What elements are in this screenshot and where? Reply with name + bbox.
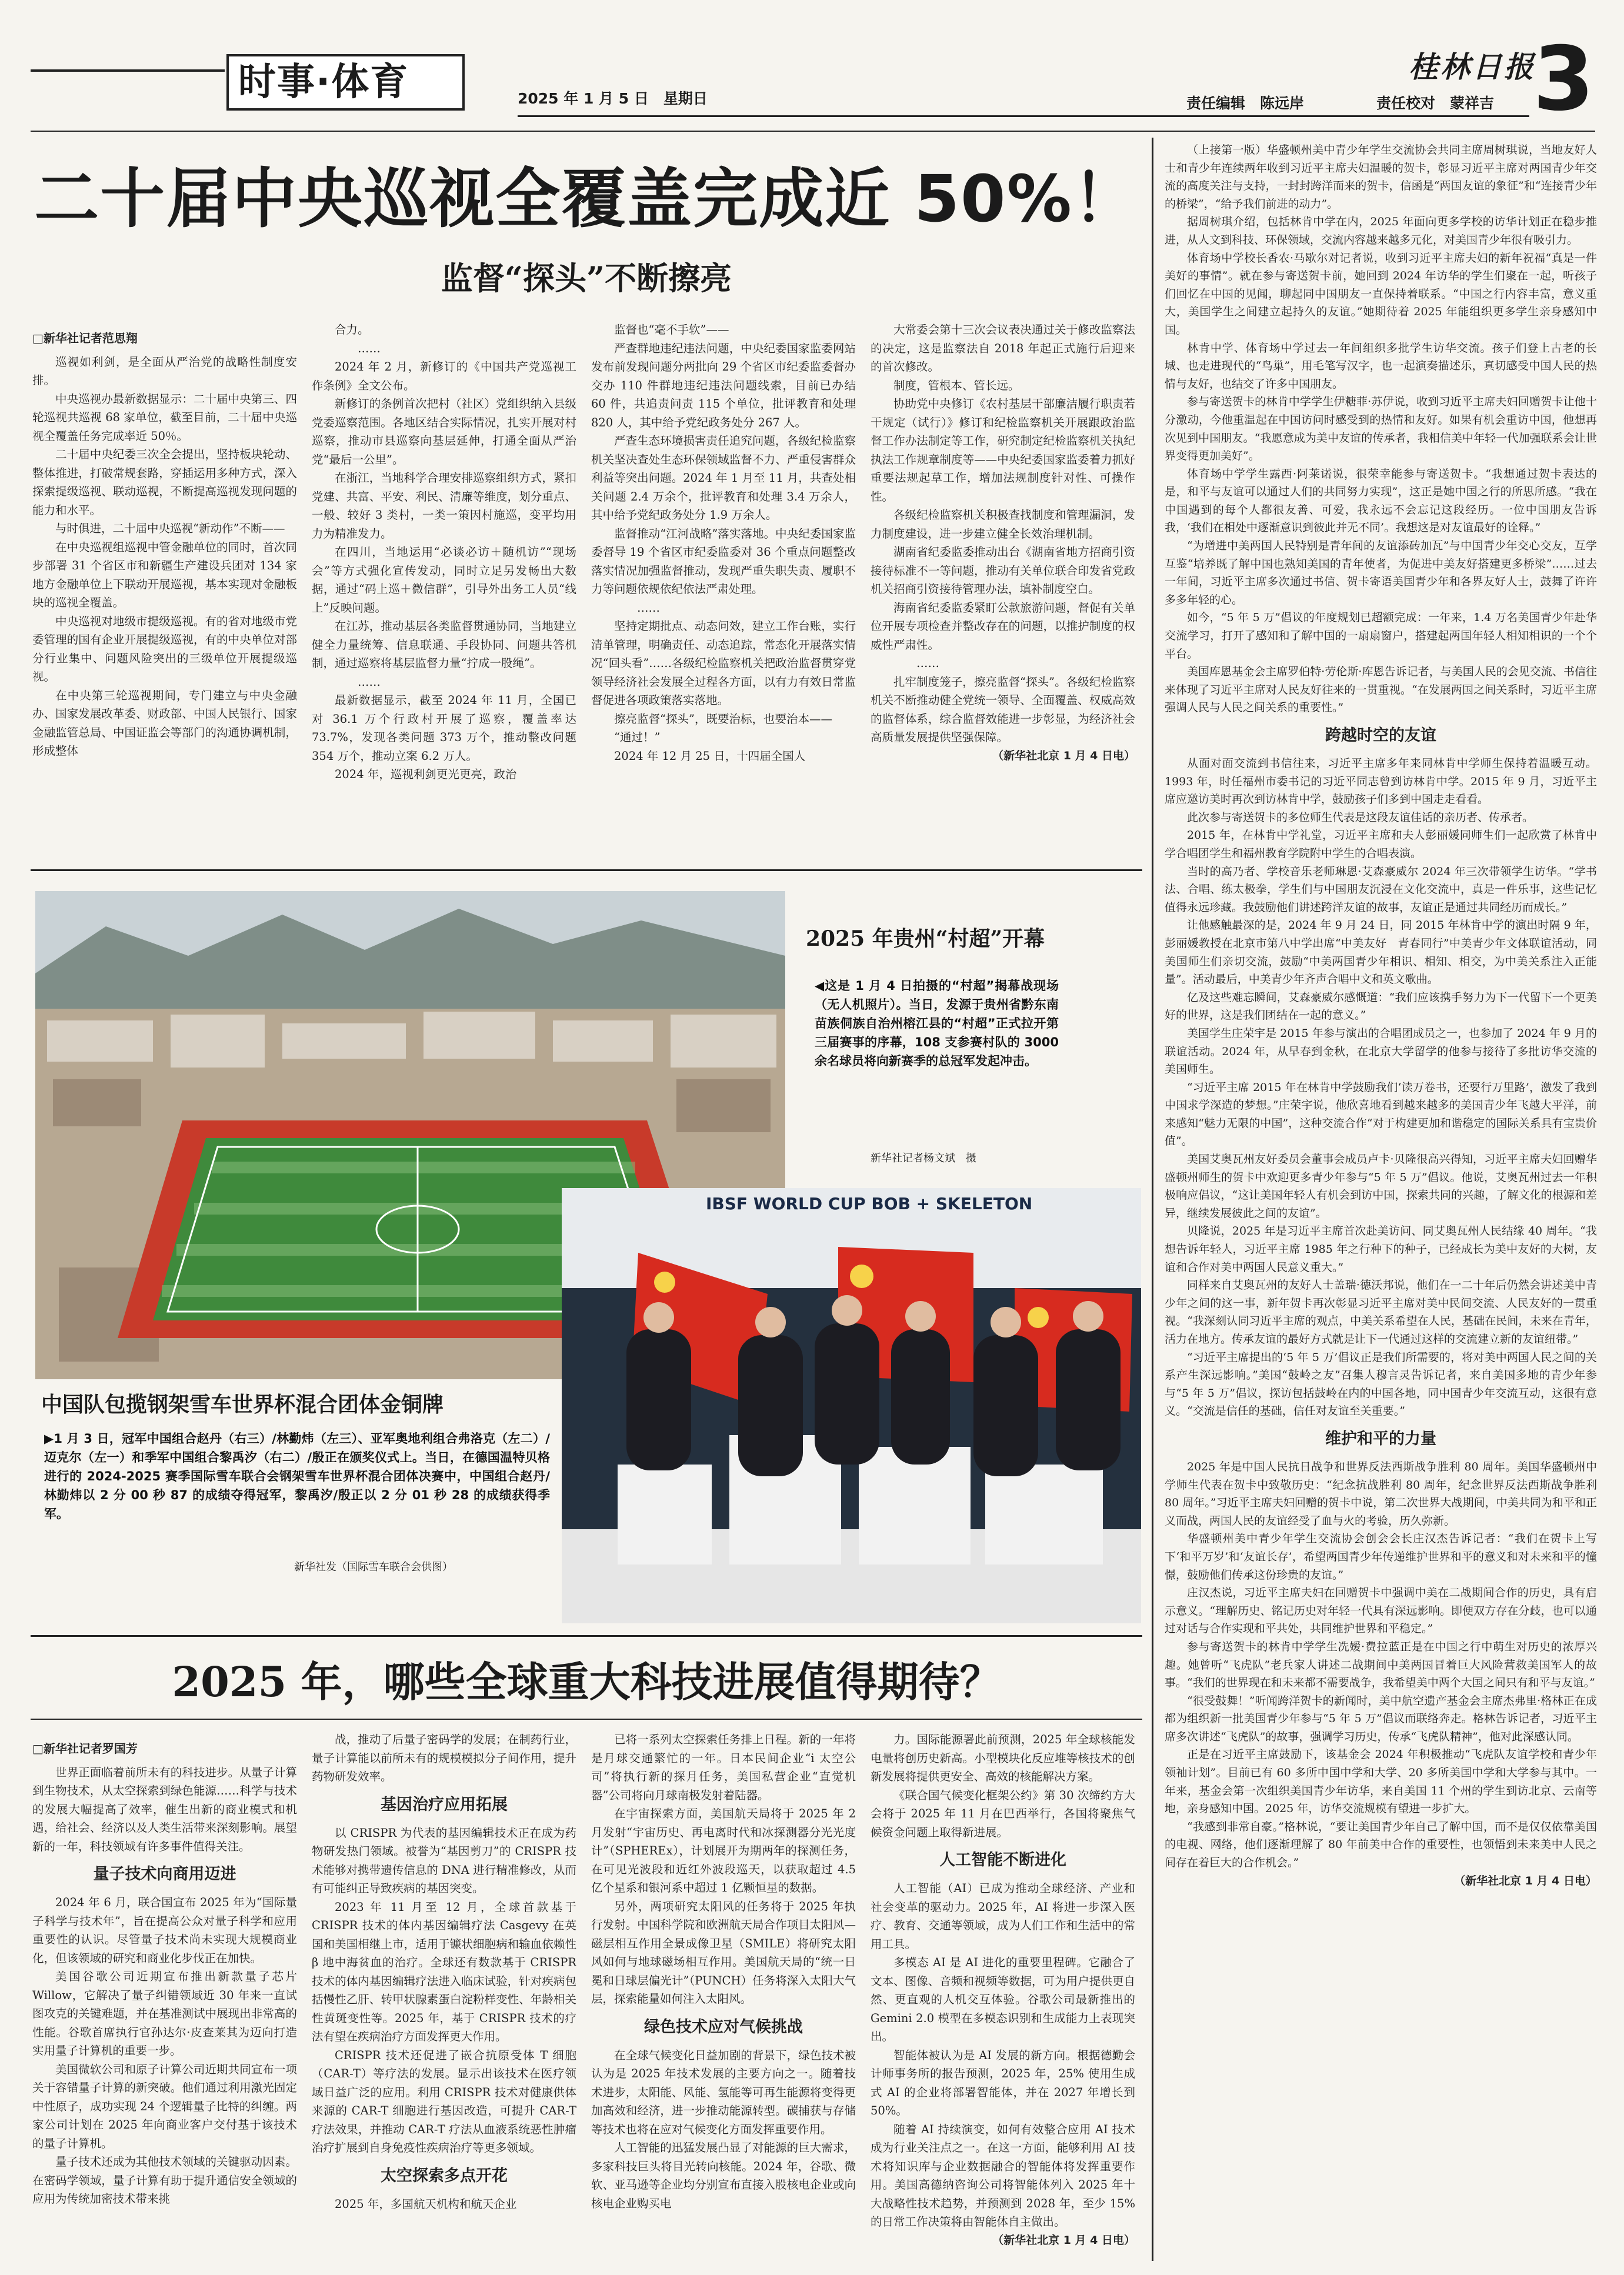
paragraph: 体育场中学学生露西·阿莱诺说，很荣幸能参与寄送贺卡。“我想通过贺卡表达的是，和平与友谊可以通过人们的共同努力实现”，这正是她中国之行的所思所感。“我在中国遇到的每个人都很友善、可爱，我永远不会忘记这段经历。一位中国朋友告诉我，‘我们在相处中逐渐意识到彼此并无不同’。我想这是对友谊最好的诠释。” [1165,467,1597,535]
tech-col-3 [591,1730,856,2257]
top-col-4 [871,321,1135,859]
paragraph: 庄汉杰说，习近平主席夫妇在回赠贺卡中强调中美在二战期间合作的历史，具有启示意义。“理解历史、铭记历史对年轻一代具有深远影响。即便双方存在分歧，也可以通过对话与合作实现和平共处，共同维护世界和平稳定。” [1165,1586,1597,1636]
paragraph: 参与寄送贺卡的林肯中学学生冼嫒·费拉蓝正是在中国之行中萌生对历史的浓厚兴趣。她曾听“飞虎队”老兵家人讲述二战期间中美两国冒着巨大风险营救美国军人的故事。“我们的世界现在和未来都不需要战争，我希望美中两个大国之间只有和平与友谊。” [1165,1640,1597,1690]
paragraph: 监督也“毫不手软”—— [614,323,729,336]
paragraph: 在四川，当地运用“必谈必访＋随机访”“现场会”等方式强化宣传发动，同时立足另发畅出大数据，通过“码上巡＋微信群”，引导外出务工人员“线上”反映问题。 [312,545,576,615]
paragraph: 贝隆说，2025 年是习近平主席首次赴美访问、同艾奥瓦州人民结缘 40 周年。“我想告诉年轻人，习近平主席 1985 年之行种下的种子，已经成长为美中友好的大树，友谊和合作对美中两国人民意义重大。” [1165,1225,1597,1274]
paragraph: 合力。 [335,323,369,336]
paragraph: 新修订的条例首次把村（社区）党组织纳入县级党委巡察范围。各地区结合实际情况，扎实开展对村巡察，推动市县巡察向基层延伸，打通全面从严治党“最后一公里”。 [312,397,576,466]
masthead-logo: 桂林日报 [1409,49,1536,84]
paragraph: 在宇宙探索方面，美国航天局将于 2025 年 2 月发射“宇宙历史、再电离时代和冰探测器分光光度计”（SPHEREx），计划展开为期两年的探测任务，在可见光波段和近红外波段巡天，以获取超过 4.5 亿个星系和银河系中超过 1 亿颗恒星的数据。 [591,1807,856,1894]
top-col-3 [591,321,856,859]
paragraph: 协助党中央修订《农村基层干部廉洁履行职责若干规定（试行）》修订和纪检监察机关开展跟政治监督工作办法制定等工作，研究制定纪检监察机关执纪执法工作规章制度等——中央纪委国家监委着力抓好重要法规起草工作，增加法规制度针对性、可操作性。 [871,397,1135,503]
paragraph: 巡视如利剑，是全面从严治党的战略性制度安排。 [32,355,297,387]
paragraph: 擦亮监督“探头”，既要治标，也要治本—— [614,712,832,726]
paragraph: 在全球气候变化日益加剧的背景下，绿色技术被认为是 2025 年技术发展的主要方向之一。随着技术进步，太阳能、风能、氢能等可再生能源将变得更加高效和经济，进一步推动能源转型。碳捕获与存储等技术也将在应对气候变化方面发挥重要作用。 [591,2048,856,2136]
bobsleigh-banner: IBSF WORLD CUP BOB + SKELETON [706,1194,1033,1213]
byline: □新华社记者罗国芳 [32,1742,138,1756]
paragraph: 中央巡视对地级市提级巡视。有的省对地级市党委管理的国有企业开展提级巡视，有的中央单位对部分行业集中、问题风险突出的三级单位开展提级巡视。 [32,614,297,683]
paragraph: 二十届中央纪委三次全会提出，坚持板块轮动、整体推进，打破常规套路，穿插运用多种方式，深入探索提级巡视、联动巡视，不断提高巡视发现问题的能力和水平。 [32,448,297,517]
paragraph: 美国学生庄荣宇是 2015 年参与演出的合唱团成员之一，也参加了 2024 年 9 月的联谊活动。2024 年，从早春到金秋，在北京大学留学的他参与接待了多批访华交流的美国师生。 [1165,1026,1597,1076]
paragraph: “为增进中美两国人民特别是青年间的友谊添砖加瓦”与中国青少年交心交友，互学互鉴“培养既了解中国也熟知美国的青年使者，为促进中美友好搭建更多桥梁”……过去一年间，习近平主席多次通过书信、贺卡寄语美国青少年和各界友好人士，鼓舞了许许多多年轻的心。 [1165,539,1597,606]
tech-col-4 [871,1730,1135,2257]
paragraph: 美国库恩基金会主席罗伯特·劳伦斯·库恩告诉记者，与美国人民的会见交流、书信往来体现了习近平主席对人民友好往来的一贯重视。“在发展两国之间关系时，习近平主席强调人民与人民之间关系的重要性。” [1165,665,1597,715]
paragraph: 2025 年，多国航天机构和航天企业 [335,2197,517,2211]
paragraph: 美国艾奥瓦州友好委员会董事会成员卢卡·贝隆很高兴得知，习近平主席夫妇回赠华盛顿州师生的贺卡中欢迎更多青少年参与“5 年 5 万”倡议。他说，艾奥瓦州过去一年积极响应倡议，“这让美国年轻人有机会到访中国，探索共同的兴趣，了解文化的根源和差异，继续发展彼此之间的友谊”。 [1165,1153,1597,1220]
paragraph: 在中央第三轮巡视期间，专门建立与中央金融办、国家发展改革委、财政部、中国人民银行、国家金融监管总局、中国证监会等部门的沟通协调机制，形成整体 [32,688,297,758]
section-heading: 基因治疗应用拓展 [381,1795,508,1814]
issue-date: 2025 年 1 月 5 日 星期日 [518,90,708,107]
section-name: 时事·体育 [238,61,409,104]
section-heading: 太空探索多点开花 [381,2166,508,2185]
paragraph: 各级纪检监察机关积极查找制度和管理漏洞，发力制度建设，进一步建立健全长效治理机制。 [871,508,1135,541]
ellipsis: …… [358,675,381,689]
soccer-caption: ◀这是 1 月 4 日拍摄的“村超”揭幕战现场（无人机照片）。当日，发源于贵州省黔东南苗族侗族自治州榕江县的“村超”正式拉开第三届赛事的序幕，108 支参赛村队的 3000 余名球员将向新赛季的总冠军发起冲击。 [815,979,1059,1068]
bobsleigh-photo [562,1188,1141,1623]
header-rule-thin [31,131,1595,132]
paragraph: 力。国际能源署此前预测，2025 年全球核能发电量将创历史新高。小型模块化反应堆等核技术的创新发展将提供更安全、高效的核能解决方案。 [871,1733,1135,1783]
paragraph: 智能体被认为是 AI 发展的新方向。根据德勤会计师事务所的报告预测，2025 年，25% 使用生成式 AI 的企业将部署智能体，并在 2027 年增长到 50%。 [871,2048,1135,2117]
paragraph: 2023 年 11 月至 12 月，全球首款基于 CRISPR 技术的体内基因编辑疗法 Casgevy 在英国和美国相继上市，适用于镰状细胞病和输血依赖性 β 地中海贫血的治疗。全球还有数款基于 CRISPR 技术的体内基因编辑疗法进入临床试验，针对疾病包括慢性乙肝、转甲状腺素蛋白淀粉样变性、年龄相关性黄斑变性等。2025 年，基于 CRISPR 技术的疗法有望在疾病治疗方面发挥更大作用。 [312,1900,576,2043]
paragraph: 让他感触最深的是，2024 年 9 月 24 日，同 2015 年林肯中学的演出时隔 9 年，彭丽媛教授在北京市第八中学出席“中美友好 青春同行”中美青少年文体联谊活动，同美国师生们亲切交流，鼓励“中美两国青少年相识、相知、相交，为中美关系注入正能量”。活动最后，中美青少年齐声合唱中文和英文歌曲。 [1165,919,1597,986]
paragraph: 《联合国气候变化框架公约》第 30 次缔约方大会将于 2025 年 11 月在巴西举行，各国将聚焦气候资金问题上取得新进展。 [871,1788,1135,1839]
paragraph: 最新数据显示，截至 2024 年 11 月，全国已对 36.1 万个行政村开展了巡察，覆盖率达 73.7%，发现各类问题 373 万个，推动整改问题 354 万个，推动立案 6.2 万人。 [312,693,576,763]
paragraph: 在浙江，当地科学合理安排巡察组织方式，紧扣党建、共富、平安、利民、清廉等维度，划分重点、一般、较好 3 类村，一类一策因村施巡，变平均用力为精准发力。 [312,471,576,541]
tech-headline-rule [31,1719,1142,1720]
paragraph: 严查群地违纪违法问题，中央纪委国家监委网站发布前发现问题分两批向 29 个省区市纪委监委督办交办 110 件群地违纪违法问题线索，目前已办结 60 件，共追责问责 115 个单位，批评教育和处理 820 人，其中给予党纪政务处分 267 人。 [591,341,856,429]
paragraph: 美国微软公司和原子计算公司近期共同宣布一项关于容错量子计算的新突破。他们通过利用激光固定中性原子，成功实现 24 个逻辑量子比特的纠缠。两家公司计划在 2025 年向商业客户交付基于该技术的量子计算机。 [32,2062,297,2150]
section-heading: 跨越时空的友谊 [1325,726,1436,745]
paragraph: 据周树琪介绍，包括林肯中学在内，2025 年面向更多学校的访华计划正在稳步推进，从人文到科技、环保领域，交流内容越来越多元化，对美国青少年很有吸引力。 [1165,215,1597,246]
paragraph: 监督推动“江河战略”落实落地。中央纪委国家监委督导 19 个省区市纪委监委对 36 个重点问题整改落实情况加强监督推动，发现严重失职失责、履职不力等问题依规依纪依法严肃处理。 [591,526,856,596]
paragraph: 2024 年 12 月 25 日，十四届全国人 [614,749,806,763]
page-number: 3 [1533,28,1595,131]
section-heading: 维护和平的力量 [1325,1429,1436,1448]
ellipsis: …… [637,601,660,615]
right-column-border [1152,138,1153,2261]
top-col-2 [312,321,576,859]
proofreader-credit: 责任校对 蒙祥吉 [1376,95,1495,112]
paragraph: 随着 AI 持续演变，如何有效整合应用 AI 技术成为行业关注点之一。在这一方面，能够利用 AI 技术将知识库与企业数据融合的智能体将发挥重要作用。美国高德纳咨询公司将智能体列入 2025 年十大战略性技术趋势，并预测到 2028 年，至少 15% 的日常工作决策将由智能体自主做出。 [871,2122,1135,2229]
paragraph: 2024 年 2 月，新修订的《中国共产党巡视工作条例》全文公布。 [312,360,576,392]
paragraph: 当时的高乃者、学校音乐老师琳恩·艾森豪威尔 2024 年三次带领学生访华。“学书法、合唱、练太极拳，学生们与中国朋友沉浸在文化交流中，真是一件乐事，这些记忆值得永远珍藏。我鼓励他们讲述跨洋友谊的故事，友谊正是通过共同经历而成长。” [1165,865,1597,914]
paragraph: 此次参与寄送贺卡的多位师生代表是这段友谊佳话的亲历者、传承者。 [1187,810,1534,824]
paragraph: 制度，管根本、管长远。 [893,378,1020,392]
paragraph: 大常委会第十三次会议表决通过关于修改监察法的决定，这是监察法自 2018 年起正式施行后迎来的首次修改。 [871,323,1135,373]
paragraph: 另外，两项研究太阳风的任务将于 2025 年执行发射。中国科学院和欧洲航天局合作项目太阳风—磁层相互作用全景成像卫星（SMILE）将研究太阳风如何与地球磁场相互作用。美国航天局的“统一日冕和日球层偏光计”（PUNCH）任务将深入太阳大气层，探索能量如何注入太阳风。 [591,1899,856,2006]
tech-headline: 2025 年，哪些全球重大科技进展值得期待？ [172,1657,1001,1706]
top-headline: 二十届中央巡视全覆盖完成近 50%！ [34,161,1139,236]
paragraph: 林肯中学、体育场中学过去一年间组织多批学生访华交流。孩子们登上古老的长城、也走进现代的“鸟巢”，用毛笔写汉字，也一起演奏描述乐，真切感受中国人民的热情与友好，也结交了许多中国朋友。 [1165,341,1597,391]
ellipsis: …… [358,341,381,355]
paragraph: 在江苏，推动基层各类监督贯通协同，当地建立健全力量统筹、信息联通、手段协同、问题共答机制，通过巡察将基层监督力量“拧成一股绳”。 [312,619,576,670]
paragraph: “很受鼓舞！”听闻跨洋贺卡的新闻时，美中航空遗产基金会主席杰弗里·格林正在成都为组织新一批美国青少年参与“5 年 5 万”倡议而联络奔走。格林告诉记者，习近平主席多次讲述“飞虎队”的故事，强调学习历史，传承“飞虎队精神”，他对此深感认同。 [1165,1694,1597,1743]
paragraph: 华盛顿州美中青少年学生交流协会创会会长庄汉杰告诉记者：“我们在贺卡上写下‘和平万岁’和‘友谊长存’，希望两国青少年传递维护世界和平的意义和对未来和平的憧憬，鼓励他们传承这份珍贵的友谊。” [1165,1532,1597,1582]
paragraph: 2024 年，巡视利剑更光更亮，政治 [335,768,517,781]
ellipsis: …… [916,656,939,670]
bobsleigh-credit: 新华社发（国际雪车联合会供图） [294,1561,453,1573]
paragraph: 量子技术还成为其他技术领域的关键驱动因素。在密码学领域，量子计算有助于提升通信安全领域的应用为传统加密技术带来挑 [32,2155,297,2206]
paragraph: 如今，“5 年 5 万”倡议的年度规划已超额完成：一年来，1.4 万名美国青少年赴华交流学习，打开了感知和了解中国的一扇扇窗户，搭建起两国年轻人相知相识的一个个平台。 [1165,611,1597,661]
tech-col-2 [312,1730,576,2257]
dateline: （新华社北京 1 月 4 日电） [1454,1874,1597,1887]
paragraph: 已将一系列太空探索任务排上日程。新的一年将是月球交通繁忙的一年。日本民间企业“i 太空公司”将执行新的探月任务，美国私营企业“直觉机器”公司将向月球南极发射着陆器。 [591,1733,856,1802]
paragraph: 2024 年 6 月，联合国宣布 2025 年为“国际量子科学与技术年”，旨在提高公众对量子科学和应用重要性的认识。尽管量子技术尚未实现大规模商业化，但该领域的研究和商业化步伐正在加快。 [32,1896,297,1965]
paragraph: “我感到非常自豪。”格林说，“要让美国青少年自己了解中国，而不是仅仅依靠美国的电视、网络，他们逐渐理解了 80 年前美中合作的重要性，也领悟到未来美中人民之间存在着巨大的合作机会。” [1165,1820,1597,1870]
paragraph: 人工智能的迅猛发展凸显了对能源的巨大需求，多家科技巨头将目光转向核能。2024 年，谷歌、微软、亚马逊等企业均分别宣布直接入股核电企业或向核电企业购买电 [591,2141,856,2210]
paragraph: 参与寄送贺卡的林肯中学学生伊糖菲·苏伊说，收到习近平主席夫妇回赠贺卡让他十分激动，今他重温起在中国访问时感受到的热情和友好。如果有机会重访中国，他想再次见到中国朋友。“我愿意成为美中友谊的传承者，我相信美中年轻一代加强联系会让世界变得更加美好”。 [1165,395,1597,463]
top-story-divider [31,869,1142,871]
paragraph: 战，推动了后量子密码学的发展；在制药行业，量子计算能以前所未有的规模模拟分子间作用，提升药物研发效率。 [312,1733,576,1783]
paragraph: 人工智能（AI）已成为推动全球经济、产业和社会变革的驱动力。2025 年，AI 将进一步深入医疗、教育、交通等领域，成为人们工作和生活中的常用工具。 [871,1882,1135,1951]
tech-col-1 [32,1740,297,2257]
byline: □新华社记者范思翔 [32,331,138,345]
bobsleigh-title: 中国队包揽钢架雪车世界杯混合团体金铜牌 [41,1392,444,1417]
section-heading: 人工智能不断进化 [939,1851,1066,1869]
paragraph: 同样来自艾奥瓦州的友好人士盖瑞·德沃邦说，他们在一二十年后仍然会讲述美中青少年之间的这一事，新年贺卡再次彰显习近平主席对美中民间交流、人民友好的一贯重视。“我深刻认同习近平主席的观点，中美关系希望在人民，基础在民间，未来在青年，活力在地方。传承友谊的最好方式就是让下一代通过这样的交流建立新的友谊纽带。” [1165,1279,1597,1346]
top-col-1 [32,329,297,859]
podium-illustration [562,1188,1141,1623]
paragraph: 与时俱进，二十届中央巡视“新动作”不断—— [55,522,285,535]
paragraph: 美国谷歌公司近期宣布推出新款量子芯片 Willow，它解决了量子纠错领域近 30 年来一直试图攻克的关键难题，并在基准测试中展现出非常高的性能。谷歌首席执行官孙达尔·皮查莱其为迈向打造实用量子计算机的重要一步。 [32,1970,297,2057]
bobsleigh-caption: ▶1 月 3 日，冠军中国组合赵丹（右三）/林勤炜（左三）、亚军奥地利组合弗洛克（左二）/迈克尔（左一）和季军中国组合黎禹汐（右二）/殷正在颁奖仪式上。当日，在德国温特贝格进行的 2024-2025 赛季国际雪车联合会钢架雪车世界杯混合团体决赛中，中国组合赵丹/林勤炜以 2 分 00 秒 87 的成绩夺得冠军，黎禹汐/殷正以 2 分 01 秒 28 的成绩获得季军。 [44,1432,550,1521]
paragraph: 坚持定期批点、动态问效，建立工作台账，实行清单管理，明确责任、动态追踪，常态化开展落实情况“回头看”……各级纪检监察机关把政治监督贯穿党领导经济社会发展全过程各方面，以有力有效日常监督促进各项政策落实落地。 [591,619,856,707]
paragraph: 严查生态环境损害责任追究问题，各级纪检监察机关坚决查处生态环保领域监督不力、严重侵害群众利益等突出问题。2024 年 1 月至 11 月，共查处相关问题 2.4 万余个，批评教育和处理 3.4 万余人，其中给予党纪政务处分 1.9 万余人。 [591,434,856,522]
section-heading: 量子技术向商用迈进 [93,1865,236,1883]
paragraph: “习近平主席 2015 年在林肯中学鼓励我们‘读万卷书，还要行万里路’，激发了我到中国求学深造的梦想。”庄荣宇说，他欣喜地看到越来越多的美国青少年飞越大平洋，前来感知“魅力无限的中国”，这种交流合作“对于构建更加和谐稳定的国际关系具有宝贵价值”。 [1165,1080,1597,1148]
paragraph: 从面对面交流到书信往来，习近平主席多年来同林肯中学师生保持着温暖互动。1993 年，时任福州市委书记的习近平同志曾到访林肯中学。2015 年 9 月，习近平主席应邀访美时再次到访林肯中学，鼓励孩子们多到中国走走看看。 [1165,757,1597,806]
section-heading: 绿色技术应对气候挑战 [644,2017,803,2036]
paragraph: 海南省纪委监委紧盯公款旅游问题，督促有关单位开展专项检查并整改存在的问题，以推护制度的权威性严肃性。 [871,601,1135,652]
top-subheadline: 监督“探头”不断擦亮 [441,259,732,297]
paragraph: “通过！” [614,730,661,744]
soccer-credit: 新华社记者杨文斌 摄 [871,1152,976,1165]
paragraph: 体育场中学校长香农·马歇尔对记者说，收到习近平主席夫妇的新年祝福“真是一件美好的事情”。就在参与寄送贺卡前，她回到 2024 年访华的学生们聚在一起，听孩子们回忆在中国的见闻，聊起同中国朋友一直保持着联系。“中国之行内容丰富，意义重大，美国学生之间建立起持久的友谊。”她期待着 2025 年能组织更多学生亲身感知中国。 [1165,251,1597,336]
soccer-title: 2025 年贵州“村超”开幕 [806,926,1045,951]
paragraph: CRISPR 技术还促进了嵌合抗原受体 T 细胞（CAR-T）等疗法的发展。显示出该技术在医疗领域日益广泛的应用。利用 CRISPR 技术对健康供体来源的 CAR-T 细胞进行基因改造，可提升 CAR-T 疗法效果，并推动 CAR-T 疗法从血液系统恶性肿瘤治疗扩展到自身免疫性疾病治疗等更多领域。 [312,2048,576,2154]
header-rule [518,115,1529,117]
dateline: （新华社北京 1 月 4 日电） [992,2233,1135,2247]
paragraph: 2015 年，在林肯中学礼堂，习近平主席和夫人彭丽媛同师生们一起欣赏了林肯中学合唱团学生和福州教育学院附中学生的合唱表演。 [1165,829,1597,860]
paragraph: 湖南省纪委监委推动出台《湖南省地方招商引资接待标准不一等问题，推动有关单位联合印发省党政机关招商引资接待管理办法，填补制度空白。 [871,545,1135,596]
paragraph: 中央巡视办最新数据显示：二十届中央第三、四轮巡视共巡视 68 家单位，截至目前，二十届中央巡视全覆盖任务完成率近 50％。 [32,392,297,443]
paragraph: 2025 年是中国人民抗日战争和世界反法西斯战争胜利 80 周年。美国华盛顿州中学师生代表在贺卡中致敬历史：“纪念抗战胜利 80 周年，纪念世界反法西斯战争胜利 80 周年。”习近平主席夫妇回赠的贺卡中说，第二次世界大战期间，中美共同为和平和正义而战，两国人民的友谊经受了血与火的考验，历久弥新。 [1165,1460,1597,1527]
paragraph: 亿及这些难忘瞬间，艾森豪威尔感慨道：“我们应该携手努力为下一代留下一个更美好的世界，这是我们团结在一起的意义。” [1165,990,1597,1022]
dateline: （新华社北京 1 月 4 日电） [992,749,1135,762]
paragraph: （上接第一版）华盛顿州美中青少年学生交流协会共同主席周树琪说，当地友好人士和青少年连续两年收到习近平主席夫妇温暖的贺卡，彰显习近平主席对两国青少年交流的高度关注与支持，一封封跨洋而来的贺卡，信函是“两国友谊的象征”和“连接青少年的桥梁”，“给予我们前进的动力”。 [1165,144,1597,211]
paragraph: “习近平主席提出的‘5 年 5 万’倡议正是我们所需要的，将对美中两国人民之间的关系产生深远影响。”美国“鼓岭之友”召集人穆言灵告诉记者，来自美国多地的青少年参与“5 年 5 万”倡议，探访包括鼓岭在内的中国各地，同中国青少年交流互动，这很有意义。“交流是信任的基础，信任对友谊至关重要。” [1165,1350,1597,1418]
photo-divider [31,1635,1142,1637]
paragraph: 扎牢制度笼子，擦亮监督“探头”。各级纪检监察机关不断推动健全党统一领导、全面覆盖、权威高效的监督体系，综合监督效能进一步彰显，为经济社会高质量发展提供坚强保障。 [871,675,1135,744]
paragraph: 世界正面临着前所未有的科技进步。从量子计算到生物技术，从太空探索到绿色能源……科学与技术的发展大幅提高了效率，催生出新的商业模式和机遇，给社会、经济以及人类生活带来深刻影响。展望新的一年，科技领域有许多事件值得关注。 [32,1765,297,1853]
paragraph: 多模态 AI 是 AI 进化的重要里程碑。它融合了文本、图像、音频和视频等数据，可为用户提供更自然、更直观的人机交互体验。谷歌公司最新推出的 Gemini 2.0 模型在多模态识别和生成能力上表现突出。 [871,1956,1135,2043]
right-col [1165,141,1597,2259]
paragraph: 正是在习近平主席鼓励下，该基金会 2024 年积极推动“飞虎队友谊学校和青少年领袖计划”。目前已有 60 多所中国中学和大学、20 多所美国中学和大学参与其中。一年来，基金会第一次组织美国青少年访华，来自美国 11 个州的学生到访北京、云南等地，亲身感知中国。2025 年，访华交流规模有望进一步扩大。 [1165,1748,1597,1816]
editor-credit: 责任编辑 陈远岸 [1186,95,1305,112]
header-rule-left [31,69,225,72]
paragraph: 在中央巡视组巡视中管金融单位的同时，首次同步部署 31 个省区市和新疆生产建设兵团对 134 家地方金融单位上下联动开展巡视，基本实现对金融板块的巡视全覆盖。 [32,540,297,609]
paragraph: 以 CRISPR 为代表的基因编辑技术正在成为药物研发热门领域。被誉为“基因剪刀”的 CRISPR 技术能够对携带遗传信息的 DNA 进行精准修改，从而有可能纠正导致疾病的基因突变。 [312,1826,576,1895]
